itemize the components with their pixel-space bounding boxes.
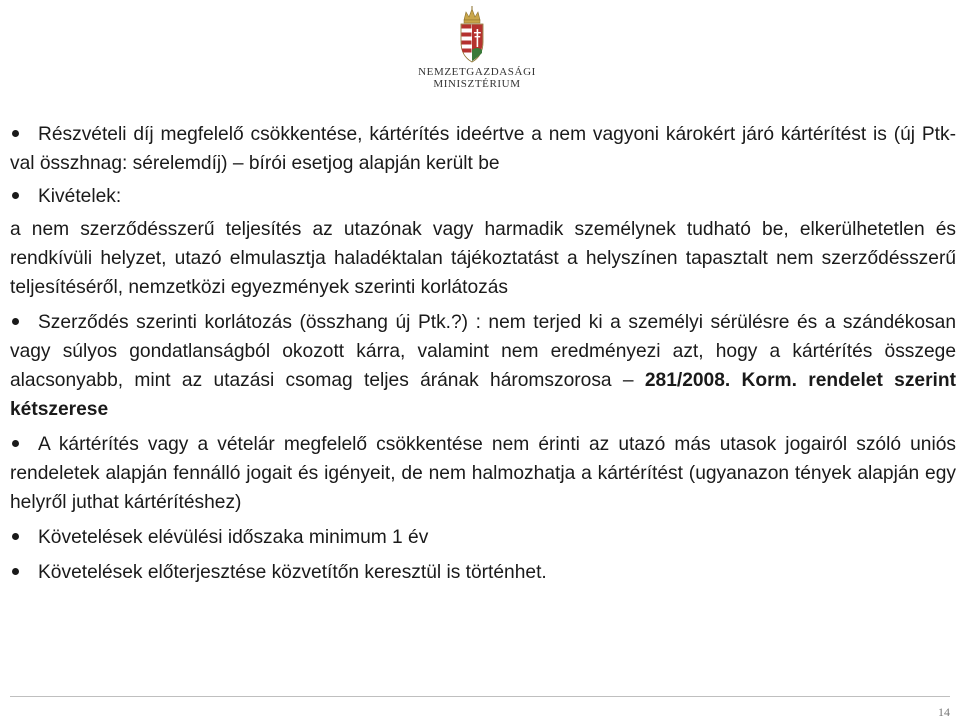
list-item: [10, 120, 956, 178]
list-item-text: A kártérítés vagy a vételár megfelelő csökkentése nem érinti az utazó más utasok jogairól szóló uniós rendeletek alapján fennálló jogait és igényeit, de nem halmozhatja a kártérítést (ugyanazon tények alapján egy helyről juthat kártérítéshez): [10, 434, 956, 513]
list-item-text: Szerződés szerinti korlátozás (összhang új Ptk.?) : nem terjed ki a személyi sérülésre és a szándékosan vagy súlyos gondatlanságból okozott kárra, valamint nem eredményezi azt, hogy a kártérítés összege alacsonyabb, mint az utazási csomag teljes árának háromszorosa –: [10, 312, 956, 391]
list-item: [10, 558, 956, 587]
bullet-icon: [10, 523, 38, 552]
list-item: [10, 308, 956, 424]
list-item-text: Részvételi díj megfelelő csökkentése, kártérítés ideértve a nem vagyoni károkért járó kártérítést is (új Ptk-val összhnag: sérelemdíj) – bírói esetjog alapján került be: [10, 124, 956, 174]
bullet-icon: [10, 308, 38, 337]
paragraph: [10, 215, 956, 302]
page-number: 14: [938, 705, 950, 719]
list-item-text: Követelések előterjesztése közvetítőn keresztül is történhet.: [38, 562, 547, 583]
list-item: [10, 430, 956, 517]
bullet-icon: [10, 558, 38, 587]
ministry-name: [412, 66, 542, 90]
list-item-bold-text: 281/2008. Korm. rendelet szerint kétszerese: [10, 370, 957, 420]
hungarian-coat-of-arms-icon: [458, 6, 486, 64]
list-item: [10, 523, 956, 552]
list-item-text: Kivételek:: [38, 186, 122, 207]
list-item: [10, 182, 956, 211]
footer-divider: [10, 696, 950, 697]
list-item-text: Követelések elévülési időszaka minimum 1 év: [38, 527, 429, 548]
slide-header: [0, 0, 959, 100]
bullet-icon: [10, 182, 38, 211]
bullet-icon: [10, 430, 38, 459]
ministry-name-line1: NEMZETGAZDASÁGI: [418, 66, 536, 78]
ministry-name-line2: MINISZTÉRIUM: [433, 78, 521, 90]
paragraph-text: a nem szerződésszerű teljesítés az utazónak vagy harmadik személynek tudható be, elkerülhetetlen és rendkívüli helyzet, utazó elmulasztja haladéktalan tájékoztatást a helyszínen tapasztalt nem szerződésszerű teljesítéséről, nemzetközi egyezmények szerinti korlátozás: [10, 219, 956, 298]
slide-body: [10, 120, 956, 587]
bullet-icon: [10, 120, 38, 149]
